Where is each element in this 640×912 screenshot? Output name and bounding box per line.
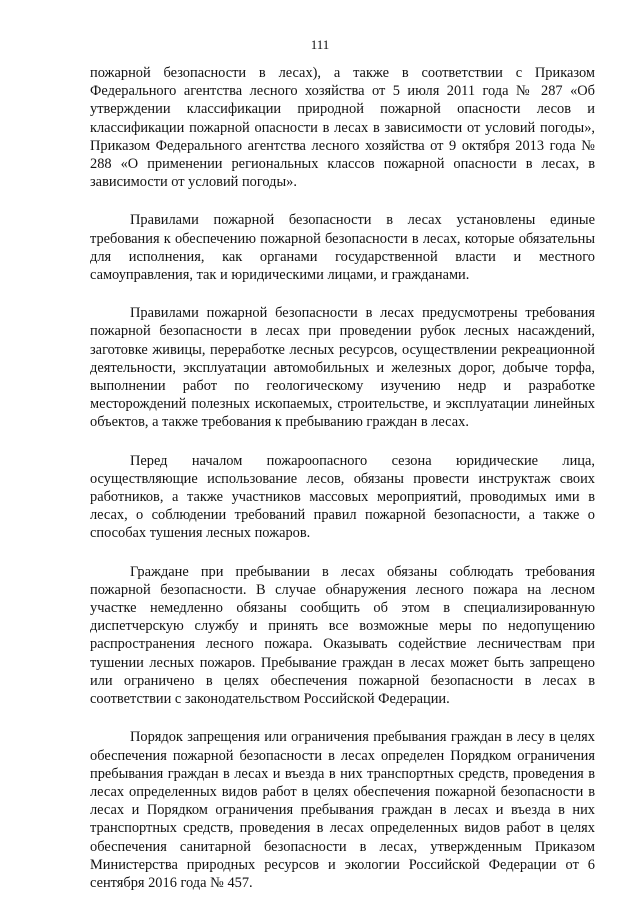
paragraph: Порядок запрещения или ограничения пребывания граждан в лесу в целях обеспечения пожарной безопасности в лесах определен Порядком ограничения пребывания граждан в лесах и въезда в них транспортных средств, проведения в лесах определенных видов работ в целях обеспечения пожарной безопасности в лесах и Порядком ограничения пребывания граждан в лесах и въезда в них транспортных средств, проведения в лесах определенных видов работ в целях обеспечения санитарной безопасности в лесах, утвержденным Приказом Министерства природных ресурсов и экологии Российской Федерации от 6 сентября 2016 года № 457. [90,729,595,891]
paragraph: пожарной безопасности в лесах), а также в соответствии с Приказом Федерального агентства лесного хозяйства от 5 июля 2011 года № 287 «Об утверждении классификации природной пожарной опасности лесов и классификации пожарной опасности в лесах в зависимости от условий погоды», Приказом Федерального агентства лесного хозяйства от 9 октября 2013 года № 288 «О применении региональных классов пожарной опасности в лесах, в зависимости от условий погоды». [90,65,595,191]
page-number: 111 [310,37,330,52]
page-body [90,64,595,912]
paragraph: Правилами пожарной безопасности в лесах предусмотрены требования пожарной безопасности в лесах при проведении рубок лесных насаждений, заготовке живицы, переработке лесных ресурсов, осуществлении рекреационной деятельности, эксплуатации автомобильных и железных дорог, добыче торфа, выполнении работ по геологическому изучению недр и разработке месторождений полезных ископаемых, строительстве, и эксплуатации линейных объектов, а также требования к пребыванию граждан в лесах. [90,305,595,431]
paragraph: Граждане при пребывании в лесах обязаны соблюдать требования пожарной безопасности. В случае обнаружения лесного пожара на лесном участке немедленно обязаны сообщить об этом в специализированную диспетчерскую службу и принять все возможные меры по недопущению распространения лесного пожара. Оказывать содействие лесничествам при тушении лесных пожаров. Пребывание граждан в лесах может быть запрещено или ограничено в целях обеспечения пожарной безопасности в лесах в соответствии с законодательством Российской Федерации. [90,563,595,708]
paragraph: Правилами пожарной безопасности в лесах установлены единые требования к обеспечению пожарной безопасности в лесах, которые обязательны для исполнения, как органами государственной власти и местного самоуправления, так и юридическими лицами, и гражданами. [90,212,595,284]
paragraph: Перед началом пожароопасного сезона юридические лица, осуществляющие использование лесов, обязаны провести инструктаж своих работников, а также участников массовых мероприятий, проводимых ими в лесах, о соблюдении требований правил пожарной безопасности, а также о способах тушения лесных пожаров. [90,452,595,542]
